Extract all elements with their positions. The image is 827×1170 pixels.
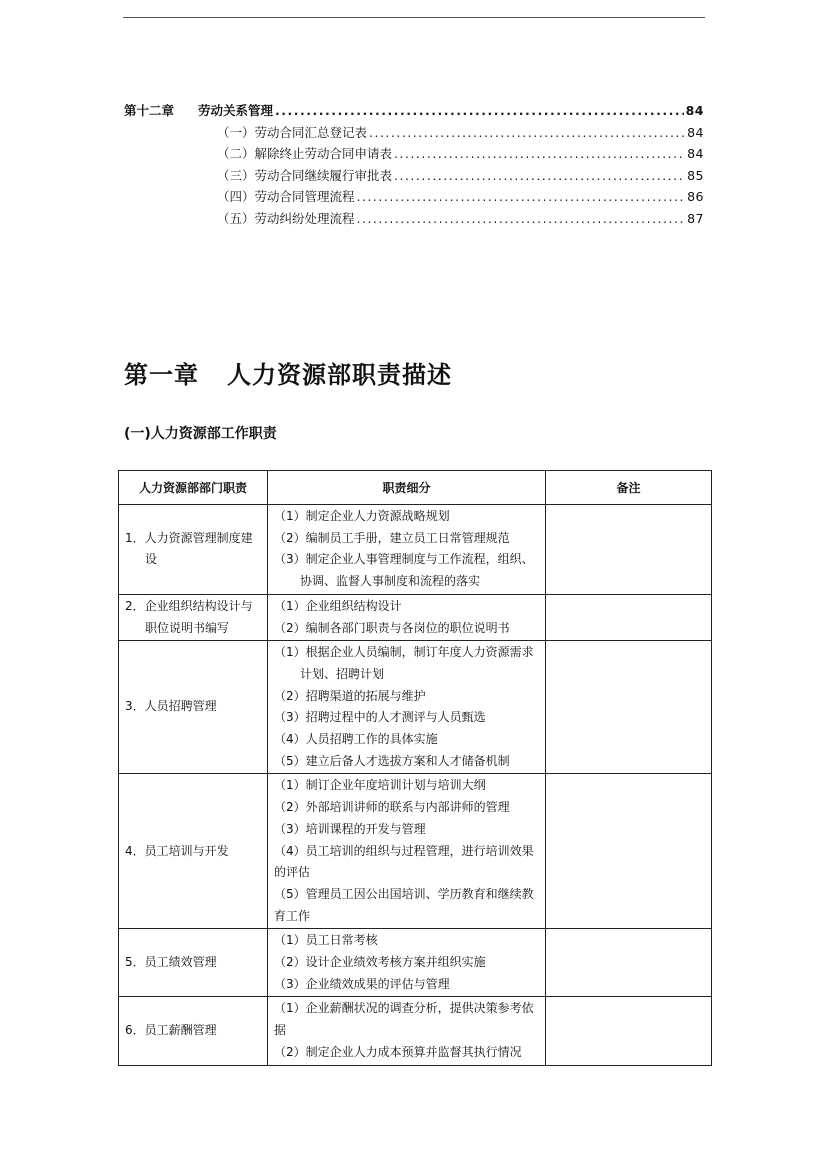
table-row (119, 997, 712, 1065)
note-cell (546, 774, 712, 929)
duty-item: （1）企业薪酬状况的调查分析，提供决策参考依据 (274, 1001, 534, 1038)
table-of-contents (124, 101, 704, 230)
duty-item: （1）根据企业人员编制，制订年度人力资源需求计划、招聘计划 (274, 645, 534, 681)
table-row (119, 929, 712, 997)
duty-items-cell (268, 929, 546, 997)
duty-item: （3）制定企业人事管理制度与工作流程，组织、协调、监督人事制度和流程的落实 (274, 552, 534, 589)
toc-entry[interactable] (124, 187, 704, 209)
duty-item: （3）企业绩效成果的评估与管理 (274, 976, 450, 991)
duty-items-cell (268, 774, 546, 929)
toc-page-number: 84 (685, 103, 704, 118)
duty-item: （4）人员招聘工作的具体实施 (274, 732, 438, 747)
duty-category: 4．员工培训与开发 (125, 843, 229, 858)
toc-leader (394, 146, 685, 161)
duty-items-cell (268, 505, 546, 595)
duty-category-cell (119, 505, 268, 595)
duty-item: （1）制定企业人力资源战略规划 (274, 509, 450, 523)
duty-item: （2）招聘渠道的拓展与维护 (274, 688, 426, 703)
toc-page-number: 87 (687, 210, 704, 226)
toc-entry-label: （五）劳动纠纷处理流程 (217, 210, 355, 226)
duty-category-cell (119, 929, 268, 997)
toc-leader (394, 168, 685, 183)
toc-entry-label: （一）劳动合同汇总登记表 (217, 124, 368, 140)
duty-category: 5．员工绩效管理 (125, 955, 217, 970)
toc-chapter-number: 第十二章 (124, 103, 175, 118)
duty-item: （2）外部培训讲师的联系与内部讲师的管理 (274, 800, 510, 815)
duty-item: （5）建立后备人才选拔方案和人才储备机制 (274, 753, 510, 768)
column-header: 人力资源部部门职责 (119, 471, 268, 505)
duty-category: 1．人力资源管理制度建设 (125, 530, 253, 567)
toc-entry[interactable] (124, 209, 704, 231)
duty-item: （1）企业组织结构设计 (274, 598, 402, 613)
note-cell (546, 929, 712, 997)
duty-item: （3）培训课程的开发与管理 (274, 821, 426, 836)
duty-item: （1）制订企业年度培训计划与培训大纲 (274, 778, 486, 793)
duty-item: （2）编制员工手册，建立员工日常管理规范 (274, 530, 510, 545)
duty-item: （1）员工日常考核 (274, 933, 378, 948)
duty-category: 6．员工薪酬管理 (125, 1023, 217, 1038)
toc-leader (275, 103, 684, 118)
toc-entry[interactable] (124, 144, 704, 166)
duty-item: （2）设计企业绩效考核方案并组织实施 (274, 955, 486, 970)
duty-items-cell (268, 641, 546, 774)
column-header: 职责细分 (268, 471, 546, 505)
toc-page-number: 84 (687, 124, 704, 140)
note-cell (546, 505, 712, 595)
duty-category: 3．人员招聘管理 (125, 699, 217, 714)
table-row (119, 594, 712, 640)
toc-entry-label: （三）劳动合同继续履行审批表 (217, 167, 393, 183)
duty-item: （2）编制各部门职责与各岗位的职位说明书 (274, 620, 510, 635)
toc-page-number: 85 (687, 167, 704, 183)
duty-items-cell (268, 594, 546, 640)
column-header: 备注 (546, 471, 712, 505)
table-row (119, 641, 712, 774)
section-heading: (一)人力资源部工作职责 (124, 426, 277, 442)
header-rule (123, 17, 705, 18)
duty-category-cell (119, 774, 268, 929)
duty-table (118, 470, 712, 1066)
toc-chapter-entry[interactable] (124, 101, 704, 123)
toc-entry-label: （二）解除终止劳动合同申请表 (217, 146, 393, 161)
chapter-heading (124, 355, 452, 390)
note-cell (546, 997, 712, 1065)
chapter-number: 第一章 (124, 360, 199, 389)
duty-item: （2）制定企业人力成本预算并监督其执行情况 (274, 1044, 522, 1059)
table-header-row (119, 471, 712, 505)
table-row (119, 505, 712, 595)
duty-item: （5）管理员工因公出国培训、学历教育和继续教育工作 (274, 886, 534, 923)
toc-page-number: 86 (687, 189, 704, 204)
toc-page-number: 84 (687, 146, 704, 161)
duty-items-cell (268, 997, 546, 1065)
duty-category-cell (119, 641, 268, 774)
duty-category: 2．企业组织结构设计与职位说明书编写 (125, 598, 253, 635)
toc-leader (357, 211, 686, 226)
duty-item: （3）招聘过程中的人才测评与人员甄选 (274, 710, 486, 725)
note-cell (546, 641, 712, 774)
table-body (119, 505, 712, 1066)
toc-leader (369, 125, 685, 140)
toc-entry-label: （四）劳动合同管理流程 (217, 189, 355, 204)
duty-category-cell (119, 997, 268, 1065)
toc-entry[interactable] (124, 166, 704, 188)
chapter-title: 人力资源部职责描述 (227, 360, 452, 389)
toc-leader (357, 189, 686, 204)
duty-item: （4）员工培训的组织与过程管理，进行培训效果的评估 (274, 843, 534, 880)
duty-category-cell (119, 594, 268, 640)
note-cell (546, 594, 712, 640)
toc-chapter-title: 劳动关系管理 (198, 103, 274, 118)
toc-entry[interactable] (124, 123, 704, 145)
table-row (119, 774, 712, 929)
